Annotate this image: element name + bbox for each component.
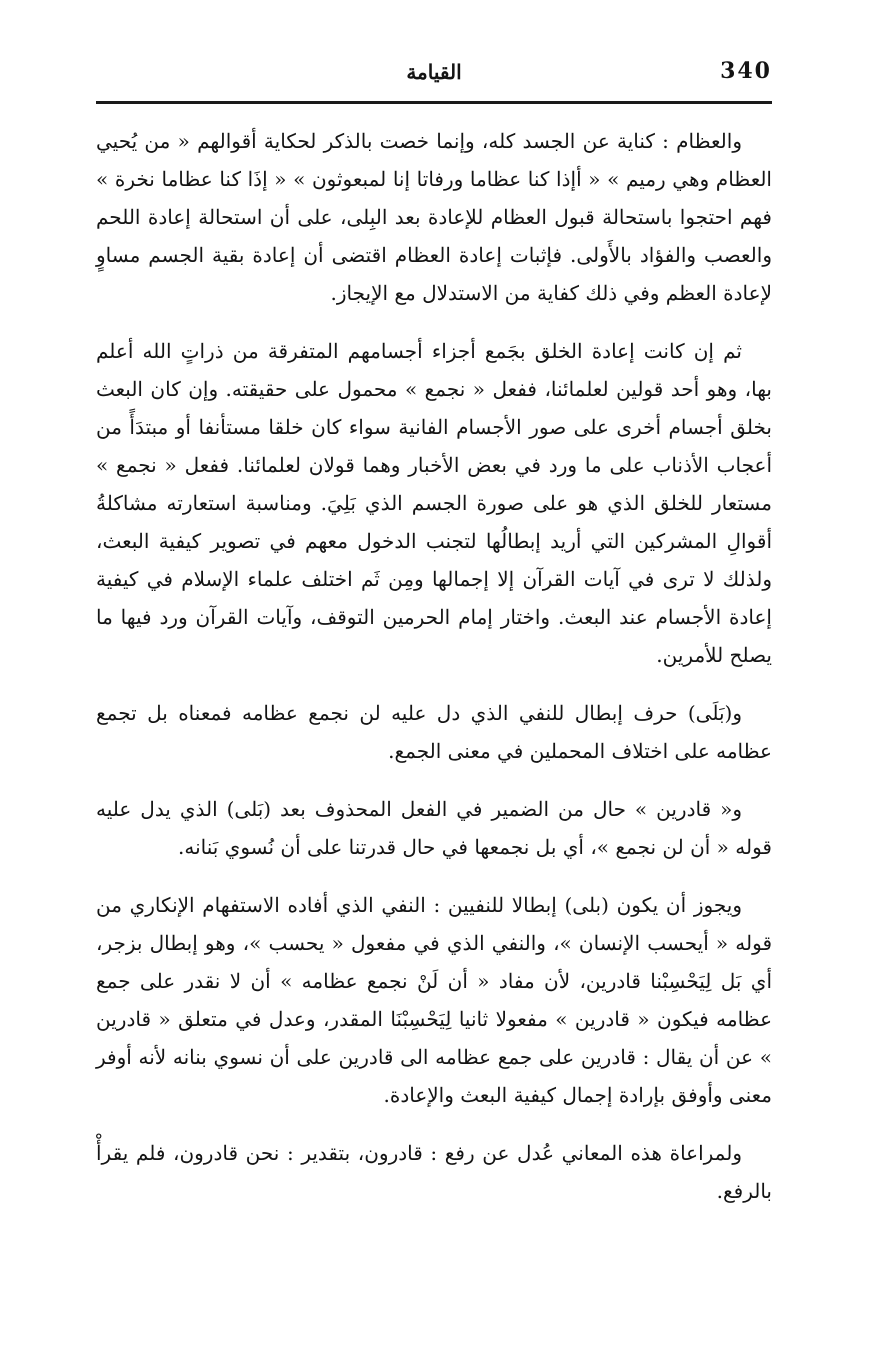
page-header (96, 50, 772, 98)
paragraph: ثم إن كانت إعادة الخلق بجَمع أجزاء أجسامهم المتفرقة من ذراتٍ الله أعلم بها، وهو أحد قولين لعلمائنا، ففعل « نجمع » محمول على حقيقته. وإن كان البعث بخلق أجسام أخرى على صور الأجسام الفانية سواء كان خلقا مستأنفا أو مبتدَأً من أعجاب الأذناب على ما ورد في بعض الأخبار وهما قولان لعلمائنا. ففعل « نجمع » مستعار للخلق الذي هو على صورة الجسم الذي بَلِيَ. ومناسبة استعارته مشاكلةُ أقوالِ المشركين التي أريد إبطالُها لتجنب الدخول معهم في تصوير كيفية البعث، ولذلك لا ترى في آيات القرآن إلا إجمالها ومِن ثَم اختلف علماء الإسلام في كيفية إعادة الأجسام عند البعث. واختار إمام الحرمين التوقف، وآيات القرآن ورد فيها ما يصلح للأمرين. (96, 339, 772, 667)
paragraph: ولمراعاة هذه المعاني عُدل عن رفع : قادرون، بتقدير : نحن قادرون، فلم يقرأْ بالرفع. (96, 1141, 772, 1203)
paragraph: ويجوز أن يكون (بلى) إبطالا للنفيين : النفي الذي أفاده الاستفهام الإنكاري من قوله « أيحسب الإنسان »، والنفي الذي في مفعول « يحسب »، وهو إبطال بزجر، أي بَل لِيَحْسِبْنا قادرين، لأن مفاد « أن لَنْ نجمع عظامه » أن لا نقدر على جمع عظامه فيكون « قادرين » مفعولا ثانيا لِيَحْسِبْنَا المقدر، وعدل في متعلق « قادرين » عن أن يقال : قادرين على جمع عظامه الى قادرين على أن نسوي بنانه لأنه أوفر معنى وأوفق بإرادة إجمال كيفية البعث والإعادة. (96, 893, 772, 1107)
body-text (96, 122, 772, 1230)
chapter-title: القيامة (406, 60, 462, 84)
header-rule (96, 101, 772, 104)
paragraph: و« قادرين » حال من الضمير في الفعل المحذوف بعد (بَلى) الذي يدل عليه قوله « أن لن نجمع »، أي بل نجمعها في حال قدرتنا على أن نُسوي بَنانه. (96, 797, 772, 859)
page-number: 340 (720, 58, 772, 84)
paragraph: و(بَلَى) حرف إبطال للنفي الذي دل عليه لن نجمع عظامه فمعناه بل تجمع عظامه على اختلاف المحملين في معنى الجمع. (96, 701, 772, 763)
paragraph: والعظام : كناية عن الجسد كله، وإنما خصت بالذكر لحكاية أقوالهم « من يُحيي العظام وهي رميم » « أإذا كنا عظاما ورفاتا إنا لمبعوثون » « إذَا كنا عظاما نخرة » فهم احتجوا باستحالة قبول العظام للإعادة بعد البِلى، على أن استحالة إعادة اللحم والعصب والفؤاد بالأَولى. فإثبات إعادة العظام اقتضى أن إعادة بقية الجسم مساوٍ لإعادة العظم وفي ذلك كفاية من الاستدلال مع الإيجاز. (96, 129, 772, 305)
